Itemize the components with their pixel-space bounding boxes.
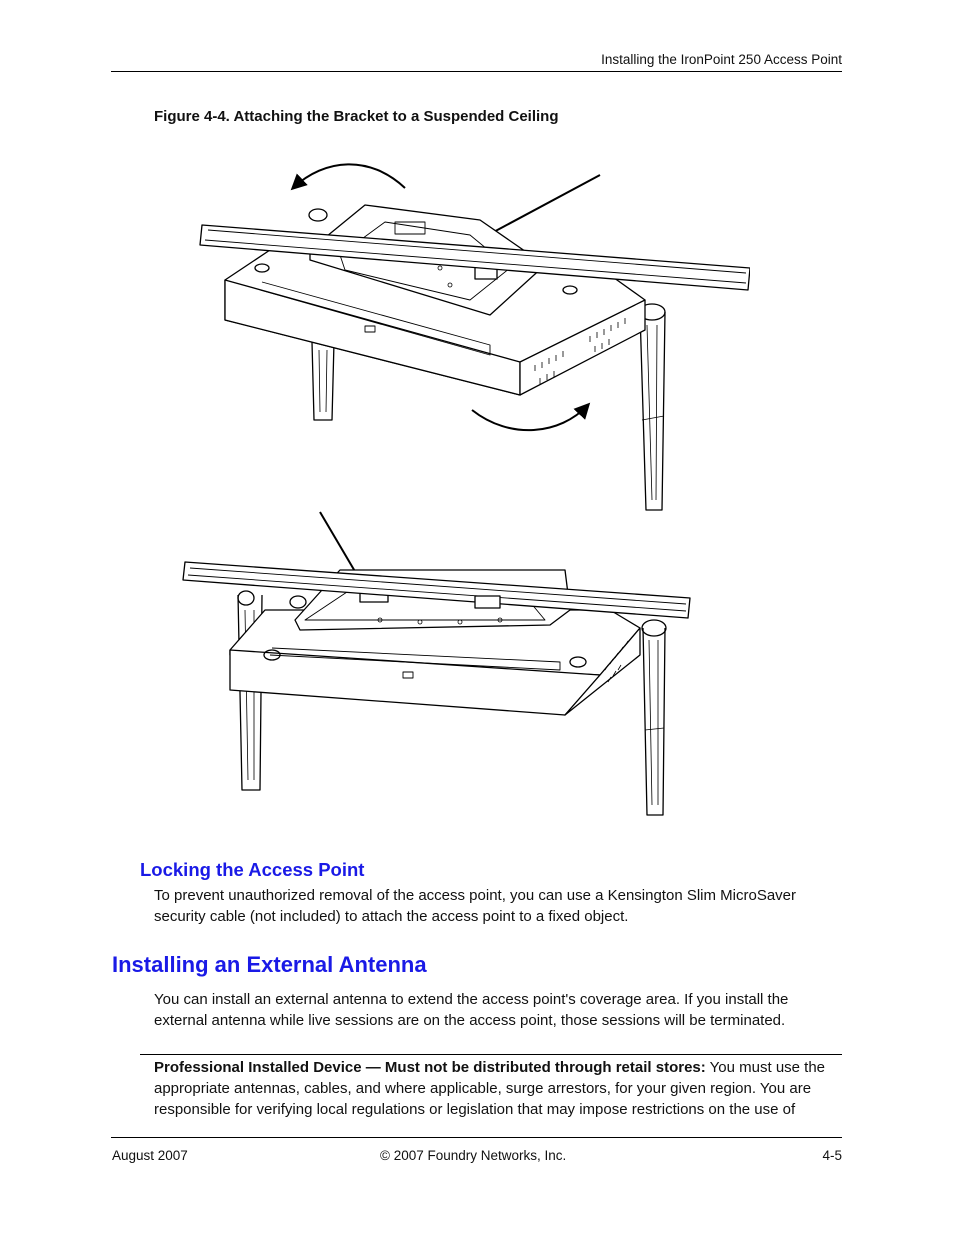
footer-page-number: 4-5	[822, 1148, 842, 1163]
antenna-paragraph: You can install an external antenna to extend the access point's coverage area. If you install the external antenna while live sessions are on the access point, those sessions will be terminated.	[154, 991, 789, 1029]
section-heading: Installing an External Antenna	[112, 952, 427, 977]
top-illustration	[200, 164, 750, 510]
note-paragraph	[154, 1057, 844, 1120]
footer-rule	[111, 1137, 842, 1138]
footer-date: August 2007	[112, 1148, 188, 1163]
note-lead: Professional Installed Device — Must not be distributed through retail stores:	[154, 1059, 706, 1076]
bracket-figure-illustration	[150, 150, 750, 825]
header-rule	[111, 71, 842, 72]
footer-copyright: © 2007 Foundry Networks, Inc.	[380, 1148, 567, 1163]
locking-paragraph: To prevent unauthorized removal of the access point, you can use a Kensington Slim MicroSaver security cable (not included) to attach the access point to a fixed object.	[154, 887, 797, 925]
note-rule	[140, 1054, 842, 1055]
figure-caption: Figure 4-4. Attaching the Bracket to a Suspended Ceiling	[154, 108, 559, 125]
running-header: Installing the IronPoint 250 Access Point	[601, 52, 842, 67]
subsection-heading: Locking the Access Point	[140, 859, 365, 880]
note-body: You must use the appropriate antennas, cables, and where applicable, surge arrestors, for your given region. You are responsible for verifying local regulations or legislation that may impose restrictions on the use of	[154, 1059, 826, 1118]
bottom-illustration	[183, 512, 690, 815]
